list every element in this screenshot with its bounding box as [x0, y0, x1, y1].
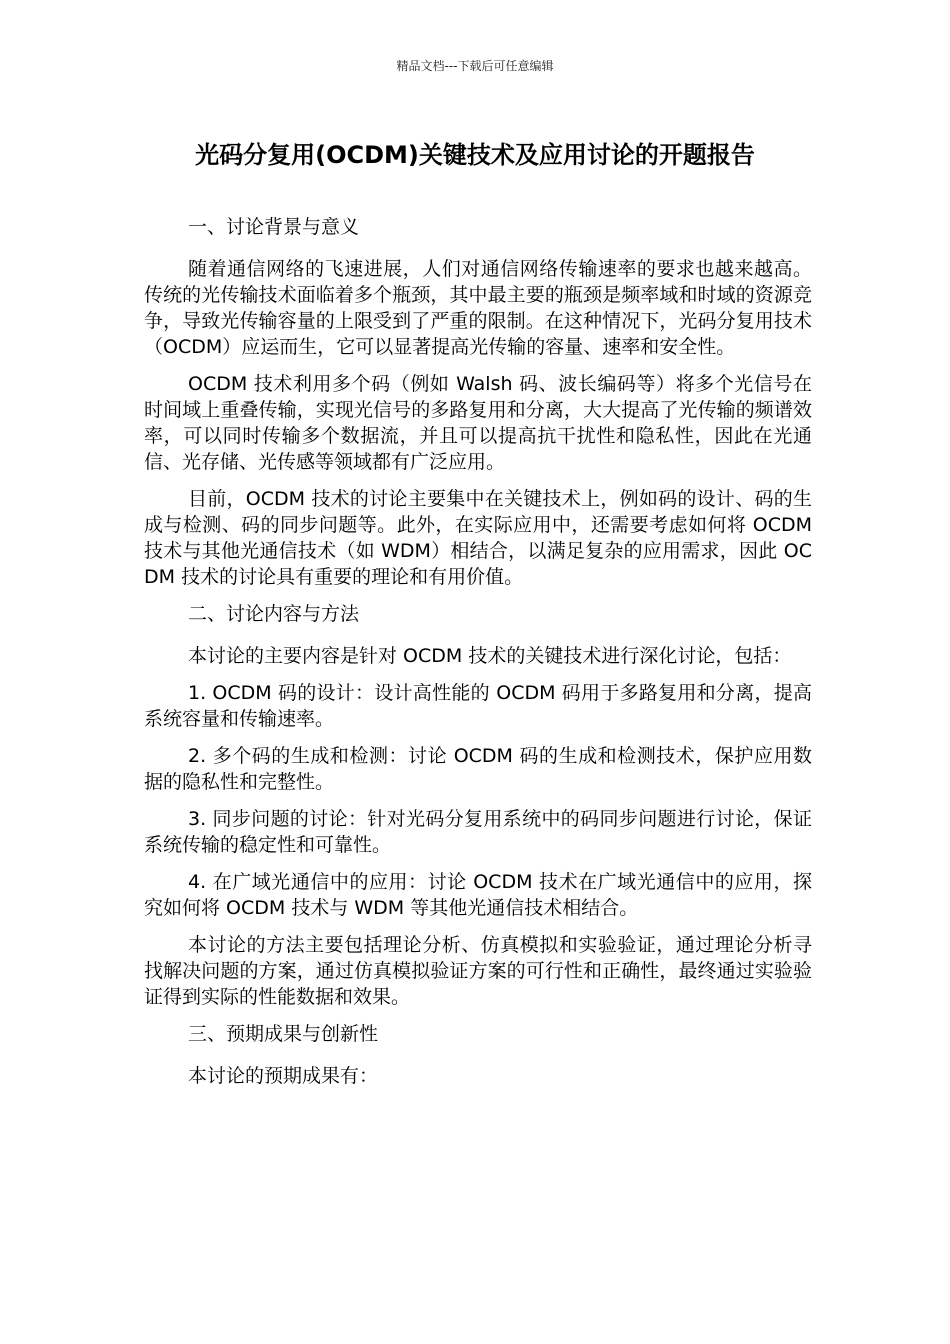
section-heading-content: 二、讨论内容与方法	[188, 603, 360, 625]
list-item-code-generation: 2. 多个码的生成和检测：讨论 OCDM 码的生成和检测技术，保护应用数据的隐私性和完整性。	[144, 745, 812, 793]
paragraph-content-intro: 本讨论的主要内容是针对 OCDM 技术的关键技术进行深化讨论，包括：	[188, 645, 792, 667]
section-heading-background: 一、讨论背景与意义	[188, 216, 360, 238]
section-heading-outcomes: 三、预期成果与创新性	[188, 1023, 379, 1045]
document-title: 光码分复用(OCDM)关键技术及应用讨论的开题报告	[195, 141, 755, 169]
list-item-code-design: 1. OCDM 码的设计：设计高性能的 OCDM 码用于多路复用和分离，提高系统容量和传输速率。	[144, 682, 812, 730]
header-note: 精品文档---下载后可任意编辑	[396, 59, 554, 73]
paragraph-background-1: 随着通信网络的飞速进展，人们对通信网络传输速率的要求也越来越高。传统的光传输技术面临着多个瓶颈，其中最主要的瓶颈是频率域和时域的资源竞争，导致光传输容量的上限受到了严重的限制。在这种情况下，光码分复用技术（OCDM）应运而生，它可以显著提高光传输的容量、速率和安全性。	[144, 258, 812, 358]
paragraph-method: 本讨论的方法主要包括理论分析、仿真模拟和实验验证，通过理论分析寻找解决问题的方案，通过仿真模拟验证方案的可行性和正确性，最终通过实验验证得到实际的性能数据和效果。	[144, 934, 812, 1008]
list-item-sync: 3. 同步问题的讨论：针对光码分复用系统中的码同步问题进行讨论，保证系统传输的稳定性和可靠性。	[144, 808, 812, 856]
paragraph-background-3: 目前，OCDM 技术的讨论主要集中在关键技术上，例如码的设计、码的生成与检测、码的同步问题等。此外，在实际应用中，还需要考虑如何将 OCDM 技术与其他光通信技术（如 WDM）相结合，以满足复杂的应用需求，因此 OCDM 技术的讨论具有重要的理论和有用价值。	[144, 488, 812, 588]
document-body	[144, 214, 812, 1100]
paragraph-outcomes-intro: 本讨论的预期成果有：	[188, 1065, 379, 1087]
list-item-wide-area: 4. 在广域光通信中的应用：讨论 OCDM 技术在广域光通信中的应用，探究如何将 OCDM 技术与 WDM 等其他光通信技术相结合。	[144, 871, 812, 919]
paragraph-background-2: OCDM 技术利用多个码（例如 Walsh 码、波长编码等）将多个光信号在时间域上重叠传输，实现光信号的多路复用和分离，大大提高了光传输的频谱效率，可以同时传输多个数据流，并且可以提高抗干扰性和隐私性，因此在光通信、光存储、光传感等领域都有广泛应用。	[144, 373, 812, 473]
